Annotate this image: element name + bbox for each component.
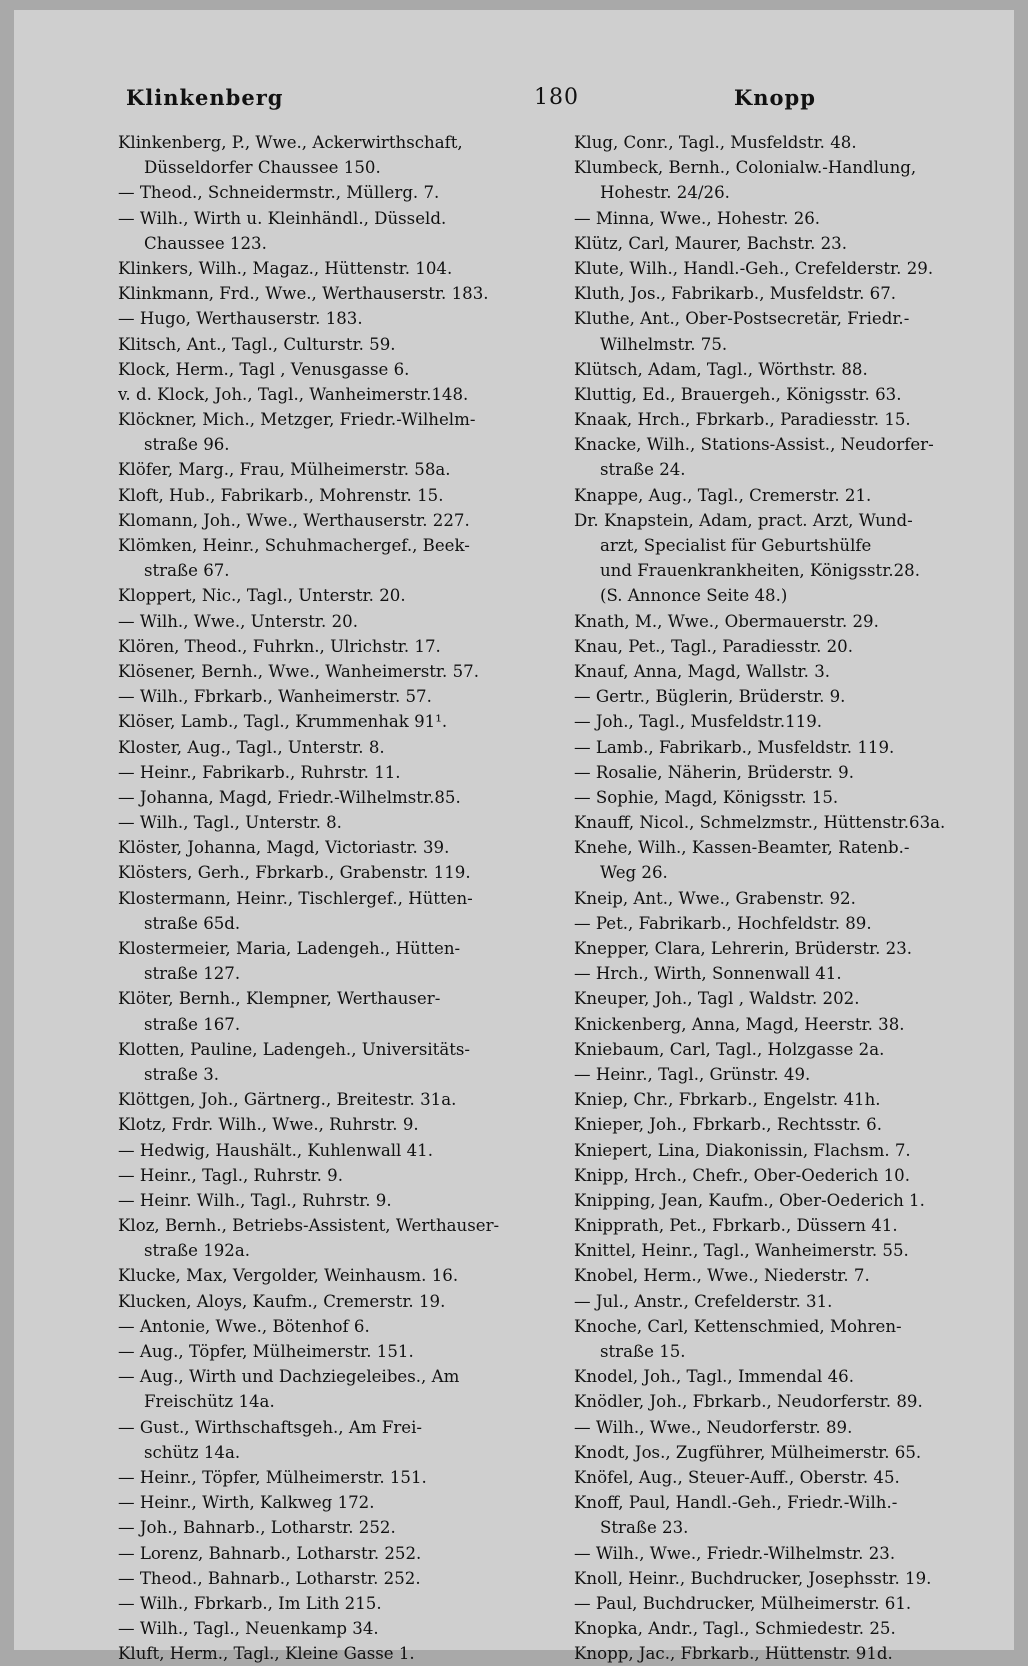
directory-entry: — Joh., Tagl., Musfeldstr.119. [574,712,823,732]
directory-entry: — Wilh., Fbrkarb., Im Lith 215. [118,1593,382,1613]
directory-entry: Knöfel, Aug., Steuer-Auff., Oberstr. 45. [574,1467,900,1487]
directory-entry: — Theod., Schneidermstr., Müllerg. 7. [118,183,440,203]
directory-entry-continuation: straße 15. [600,1342,686,1361]
directory-entry: — Heinr., Töpfer, Mülheimerstr. 151. [118,1467,427,1487]
directory-entry: Klinkmann, Frd., Wwe., Werthauserstr. 183. [118,284,489,304]
directory-entry: Knoche, Carl, Kettenschmied, Mohren- [574,1316,902,1336]
page-header [14,85,1014,119]
directory-entry: Knobel, Herm., Wwe., Niederstr. 7. [574,1266,870,1286]
directory-entry: — Aug., Töpfer, Mülheimerstr. 151. [118,1342,414,1361]
directory-entry: Knopka, Andr., Tagl., Schmiedestr. 25. [574,1619,896,1639]
left-column [118,130,562,1666]
directory-entry: Knopp, Jac., Fbrkarb., Hüttenstr. 91d. [574,1644,893,1664]
directory-entry: — Gust., Wirthschaftsgeh., Am Frei- [118,1417,423,1437]
directory-entry-continuation: Chaussee 123. [144,233,267,253]
directory-entry-continuation: Hohestr. 24/26. [600,183,730,203]
header-right-keyword: Knopp [734,85,816,110]
directory-entry: — Wilh., Tagl., Neuenkamp 34. [118,1619,379,1639]
directory-entry-continuation: (S. Annonce Seite 48.) [600,586,788,606]
directory-entry: Klösener, Bernh., Wwe., Wanheimerstr. 57. [118,661,479,681]
directory-entry: Kloz, Bernh., Betriebs-Assistent, Werthauser- [118,1216,500,1236]
directory-entry: — Rosalie, Näherin, Brüderstr. 9. [574,762,855,782]
directory-entry: — Heinr., Wirth, Kalkweg 172. [118,1493,375,1513]
directory-entry: Knehe, Wilh., Kassen-Beamter, Ratenb.- [574,838,910,858]
directory-entry: Kluthe, Ant., Ober-Postsecretär, Friedr.- [574,309,910,329]
directory-entry: Knieper, Joh., Fbrkarb., Rechtsstr. 6. [574,1115,883,1135]
directory-entry: Klug, Conr., Tagl., Musfeldstr. 48. [574,133,857,152]
directory-entry: Klotz, Frdr. Wilh., Wwe., Ruhrstr. 9. [118,1115,419,1135]
directory-entry-continuation: schütz 14a. [144,1442,241,1462]
directory-entry: Knauf, Anna, Magd, Wallstr. 3. [574,661,831,681]
directory-entry-continuation: arzt, Specialist für Geburtshülfe [600,536,872,555]
directory-entry: Knipping, Jean, Kaufm., Ober-Oederich 1. [574,1190,925,1210]
directory-entry: Knauff, Nicol., Schmelzmstr., Hüttenstr.63a. [574,813,946,833]
directory-entry: Kluft, Herm., Tagl., Kleine Gasse 1. [118,1644,415,1664]
directory-entry: Kluttig, Ed., Brauergeh., Königsstr. 63. [574,384,902,404]
directory-entry: Knoff, Paul, Handl.-Geh., Friedr.-Wilh.- [574,1493,898,1513]
directory-entry: Kluth, Jos., Fabrikarb., Musfeldstr. 67. [574,284,897,304]
directory-entry-continuation: Freischütz 14a. [144,1392,275,1412]
directory-entry: Kniep, Chr., Fbrkarb., Engelstr. 41h. [574,1090,881,1110]
directory-entry: — Johanna, Magd, Friedr.-Wilhelmstr.85. [118,787,461,807]
directory-entry: — Lamb., Fabrikarb., Musfeldstr. 119. [574,737,895,757]
directory-entry: — Gertr., Büglerin, Brüderstr. 9. [574,687,846,707]
directory-entry: Knau, Pet., Tagl., Paradiesstr. 20. [574,636,854,656]
directory-entry: Knath, M., Wwe., Obermauerstr. 29. [574,611,879,631]
directory-entry: Knodel, Joh., Tagl., Immendal 46. [574,1367,854,1387]
directory-entry: Klock, Herm., Tagl , Venusgasse 6. [118,359,410,379]
directory-entry: Knepper, Clara, Lehrerin, Brüderstr. 23. [574,939,913,958]
directory-entry-continuation: Düsseldorfer Chaussee 150. [144,158,381,178]
directory-page [14,10,1014,1664]
directory-entry: Klöckner, Mich., Metzger, Friedr.-Wilhelm- [118,410,476,430]
directory-entry-continuation: straße 3. [144,1064,220,1084]
directory-entry: — Wilh., Wirth u. Kleinhändl., Düsseld. [118,208,447,228]
header-left-keyword: Klinkenberg [126,85,284,110]
directory-entry: — Pet., Fabrikarb., Hochfeldstr. 89. [574,913,872,933]
directory-entry: Klomann, Joh., Wwe., Werthauserstr. 227. [118,510,470,530]
directory-entry: Klucken, Aloys, Kaufm., Cremerstr. 19. [118,1291,446,1311]
directory-entry-continuation: straße 67. [144,561,230,581]
directory-entry: Kloppert, Nic., Tagl., Unterstr. 20. [118,586,406,606]
directory-entry: Kloster, Aug., Tagl., Unterstr. 8. [118,737,385,757]
page-number: 180 [534,85,579,110]
directory-entry-continuation: Wilhelmstr. 75. [600,334,728,354]
directory-entry: Kloft, Hub., Fabrikarb., Mohrenstr. 15. [118,485,444,505]
directory-entry: — Minna, Wwe., Hohestr. 26. [574,208,821,228]
directory-entry: Klütsch, Adam, Tagl., Wörthstr. 88. [574,359,868,379]
directory-entry: Knittel, Heinr., Tagl., Wanheimerstr. 55. [574,1241,909,1261]
directory-entry: Knickenberg, Anna, Magd, Heerstr. 38. [574,1014,905,1034]
directory-entry: — Wilh., Fbrkarb., Wanheimerstr. 57. [118,687,432,707]
directory-entry: — Hrch., Wirth, Sonnenwall 41. [574,964,842,984]
directory-entry: Klostermeier, Maria, Ladengeh., Hütten- [118,939,461,958]
directory-entry: — Paul, Buchdrucker, Mülheimerstr. 61. [574,1593,912,1613]
directory-entry: — Hedwig, Haushält., Kuhlenwall 41. [118,1140,434,1160]
directory-entry: Klösters, Gerh., Fbrkarb., Grabenstr. 119. [118,863,471,883]
directory-entry: — Wilh., Wwe., Friedr.-Wilhelmstr. 23. [574,1543,896,1563]
directory-entry-continuation: Straße 23. [600,1518,689,1538]
directory-entry: — Joh., Bahnarb., Lotharstr. 252. [118,1518,396,1538]
directory-entry-continuation: straße 24. [600,460,686,480]
directory-entry: Knaak, Hrch., Fbrkarb., Paradiesstr. 15. [574,410,911,430]
directory-entry: — Lorenz, Bahnarb., Lotharstr. 252. [118,1543,422,1563]
directory-entry-continuation: straße 127. [144,964,241,984]
directory-entry: Knödler, Joh., Fbrkarb., Neudorferstr. 89. [574,1392,923,1412]
directory-entry: — Wilh., Wwe., Unterstr. 20. [118,611,358,631]
directory-entry: Klinkers, Wilh., Magaz., Hüttenstr. 104. [118,258,453,278]
right-column [574,130,1006,1666]
directory-entry: — Jul., Anstr., Crefelderstr. 31. [574,1291,833,1311]
directory-entry: Klöser, Lamb., Tagl., Krummenhak 91¹. [118,712,448,732]
directory-entry: — Wilh., Wwe., Neudorferstr. 89. [574,1417,853,1437]
directory-entry: — Heinr. Wilh., Tagl., Ruhrstr. 9. [118,1190,392,1210]
directory-entry: Klucke, Max, Vergolder, Weinhausm. 16. [118,1266,459,1286]
directory-entry: Knacke, Wilh., Stations-Assist., Neudorfer- [574,435,934,455]
directory-entry: Klitsch, Ant., Tagl., Culturstr. 59. [118,334,396,354]
directory-entry: Kneip, Ant., Wwe., Grabenstr. 92. [574,888,856,908]
directory-entry-continuation: straße 167. [144,1014,241,1034]
directory-entry: Klöttgen, Joh., Gärtnerg., Breitestr. 31a. [118,1090,457,1110]
directory-entry: — Sophie, Magd, Königsstr. 15. [574,787,839,807]
directory-entry: — Heinr., Fabrikarb., Ruhrstr. 11. [118,762,401,782]
directory-entry: — Wilh., Tagl., Unterstr. 8. [118,813,342,833]
directory-entry: Knipprath, Pet., Fbrkarb., Düssern 41. [574,1216,898,1236]
directory-entry: — Antonie, Wwe., Bötenhof 6. [118,1316,370,1336]
directory-entry: Kneuper, Joh., Tagl , Waldstr. 202. [574,989,860,1009]
directory-entry: — Aug., Wirth und Dachziegeleibes., Am [118,1367,460,1387]
directory-entry: Kniepert, Lina, Diakonissin, Flachsm. 7. [574,1140,911,1160]
directory-entry: Klotten, Pauline, Ladengeh., Universitäts- [118,1039,471,1059]
directory-entry: — Hugo, Werthauserstr. 183. [118,309,363,329]
directory-entry-continuation: straße 192a. [144,1241,251,1261]
directory-entry-continuation: und Frauenkrankheiten, Königsstr.28. [600,561,920,581]
directory-entry: Klöter, Bernh., Klempner, Werthauser- [118,989,441,1009]
directory-entry: Klütz, Carl, Maurer, Bachstr. 23. [574,233,848,253]
directory-entry: Knipp, Hrch., Chefr., Ober-Oederich 10. [574,1165,911,1185]
directory-entry: Klömken, Heinr., Schuhmachergef., Beek- [118,536,470,555]
directory-entry-continuation: straße 96. [144,435,230,455]
directory-entry: Knodt, Jos., Zugführer, Mülheimerstr. 65. [574,1442,922,1462]
directory-entry-continuation: straße 65d. [144,913,241,933]
directory-entry: — Theod., Bahnarb., Lotharstr. 252. [118,1568,421,1588]
directory-entry: Kniebaum, Carl, Tagl., Holzgasse 2a. [574,1039,885,1059]
directory-entry: — Heinr., Tagl., Grünstr. 49. [574,1064,811,1084]
directory-entry: Knoll, Heinr., Buchdrucker, Josephsstr. 19. [574,1568,932,1588]
directory-entry: Klöster, Johanna, Magd, Victoriastr. 39. [118,838,450,858]
directory-entry: Klumbeck, Bernh., Colonialw.-Handlung, [574,158,917,178]
directory-entry: Klören, Theod., Fuhrkn., Ulrichstr. 17. [118,636,441,656]
directory-entry: Klute, Wilh., Handl.-Geh., Crefelderstr. 29. [574,258,934,278]
directory-entry-continuation: Weg 26. [600,863,668,883]
directory-entry: Dr. Knapstein, Adam, pract. Arzt, Wund- [574,510,913,530]
directory-entry: Knappe, Aug., Tagl., Cremerstr. 21. [574,485,872,505]
directory-entry: Klostermann, Heinr., Tischlergef., Hütten- [118,888,473,908]
directory-entry: Klöfer, Marg., Frau, Mülheimerstr. 58a. [118,460,451,480]
directory-entry: v. d. Klock, Joh., Tagl., Wanheimerstr.148. [118,384,469,404]
directory-entry: Klinkenberg, P., Wwe., Ackerwirthschaft, [118,133,463,152]
directory-entry: — Heinr., Tagl., Ruhrstr. 9. [118,1165,343,1185]
